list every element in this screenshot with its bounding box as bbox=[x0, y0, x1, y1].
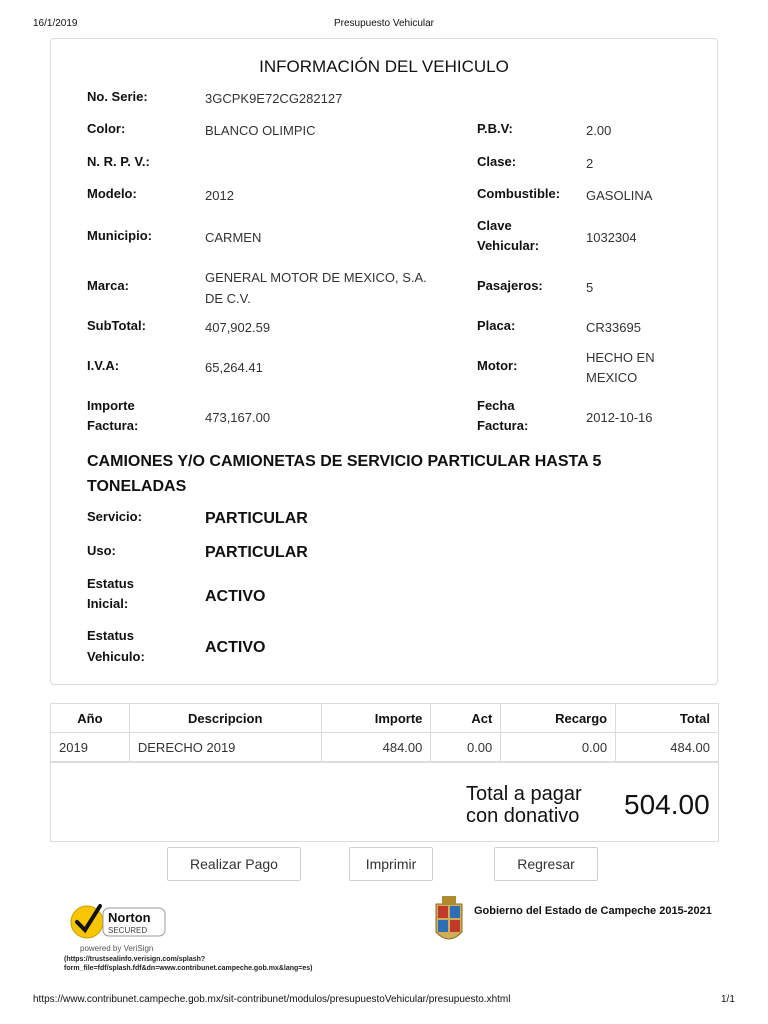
estatus-inicial-label-1: Estatus bbox=[87, 576, 134, 591]
estatus-vehiculo-label-2: Vehiculo: bbox=[87, 649, 145, 664]
total-label bbox=[466, 783, 582, 827]
nrpv-label: N. R. P. V.: bbox=[87, 154, 150, 169]
vehicle-info-title: INFORMACIÓN DEL VEHICULO bbox=[259, 57, 509, 76]
estatus-inicial-label-2: Inicial: bbox=[87, 596, 129, 611]
category-line-2: TONELADAS bbox=[87, 478, 187, 495]
pbv-value: 2.00 bbox=[586, 123, 612, 138]
no-serie-value: 3GCPK9E72CG282127 bbox=[205, 91, 343, 106]
print-date: 16/1/2019 bbox=[33, 18, 78, 29]
col-header-amount: Importe bbox=[321, 704, 431, 733]
importe-label-1: Importe bbox=[87, 398, 135, 413]
government-text: Gobierno del Estado de Campeche 2015-2021 bbox=[474, 905, 712, 917]
color-label: Color: bbox=[87, 121, 126, 136]
norton-link-line-1: (https://trustsealinfo.verisign.com/splash? bbox=[64, 956, 206, 963]
norton-powered: powered by VeriSign bbox=[80, 944, 154, 953]
total-label-line-1: Total a pagar bbox=[466, 783, 582, 805]
fecha-label-2: Factura: bbox=[477, 418, 529, 433]
col-header-description: Descripcion bbox=[129, 704, 321, 733]
fecha-value: 2012-10-16 bbox=[586, 410, 653, 425]
clave-value: 1032304 bbox=[586, 230, 637, 245]
subtotal-label: SubTotal: bbox=[87, 318, 146, 333]
combustible-value: GASOLINA bbox=[586, 188, 653, 203]
marca-label: Marca: bbox=[87, 278, 129, 293]
uso-label: Uso: bbox=[87, 543, 116, 558]
total-box bbox=[50, 762, 719, 842]
estatus-inicial-value: ACTIVO bbox=[205, 588, 266, 605]
motor-label: Motor: bbox=[477, 358, 518, 373]
modelo-value: 2012 bbox=[205, 188, 234, 203]
table-row bbox=[51, 733, 719, 762]
estatus-vehiculo-value: ACTIVO bbox=[205, 639, 266, 656]
norton-seal[interactable] bbox=[66, 900, 176, 960]
category-line-1: CAMIONES Y/O CAMIONETAS DE SERVICIO PARTICULAR HASTA 5 bbox=[87, 453, 602, 470]
col-header-total: Total bbox=[616, 704, 719, 733]
norton-brand: Norton bbox=[108, 910, 151, 925]
norton-link[interactable] bbox=[64, 955, 312, 973]
municipio-label: Municipio: bbox=[87, 228, 152, 243]
iva-label: I.V.A: bbox=[87, 358, 120, 373]
norton-logo-icon bbox=[66, 900, 176, 958]
back-button[interactable]: Regresar bbox=[494, 847, 598, 881]
col-header-act: Act bbox=[431, 704, 501, 733]
motor-value-1: HECHO EN bbox=[586, 350, 655, 365]
color-value: BLANCO OLIMPIC bbox=[205, 123, 316, 138]
cell-surcharge: 0.00 bbox=[501, 733, 616, 762]
print-button[interactable]: Imprimir bbox=[349, 847, 433, 881]
total-label-line-2: con donativo bbox=[466, 805, 580, 827]
combustible-label: Combustible: bbox=[477, 186, 561, 201]
fecha-label-1: Fecha bbox=[477, 398, 515, 413]
cell-amount: 484.00 bbox=[321, 733, 431, 762]
clave-label-2: Vehicular: bbox=[477, 238, 540, 253]
cell-act: 0.00 bbox=[431, 733, 501, 762]
footer-page: 1/1 bbox=[721, 994, 735, 1005]
placa-label: Placa: bbox=[477, 318, 516, 333]
col-header-year: Año bbox=[51, 704, 130, 733]
municipio-value: CARMEN bbox=[205, 230, 262, 245]
campeche-coat-of-arms-icon bbox=[432, 894, 466, 948]
category-title bbox=[87, 449, 677, 499]
marca-value-1: GENERAL MOTOR DE MEXICO, S.A. bbox=[205, 270, 427, 285]
col-header-surcharge: Recargo bbox=[501, 704, 616, 733]
cell-year: 2019 bbox=[51, 733, 130, 762]
total-amount: 504.00 bbox=[624, 789, 710, 820]
clave-label-1: Clave bbox=[477, 218, 512, 233]
motor-value-2: MEXICO bbox=[586, 370, 638, 385]
importe-label-2: Factura: bbox=[87, 418, 139, 433]
print-title: Presupuesto Vehicular bbox=[333, 18, 435, 29]
pasajeros-label: Pasajeros: bbox=[477, 278, 543, 293]
servicio-value: PARTICULAR bbox=[205, 510, 308, 527]
servicio-label: Servicio: bbox=[87, 509, 142, 524]
norton-link-line-2: form_file=fdf/splash.fdf&dn=www.contribunet.campeche.gob.mx&lang=es) bbox=[64, 965, 313, 972]
norton-secured: SECURED bbox=[108, 926, 148, 935]
footer-url: https://www.contribunet.campeche.gob.mx/sit-contribunet/modulos/presupuestoVehicular/presupuesto.xhtml bbox=[33, 994, 511, 1005]
cell-total: 484.00 bbox=[616, 733, 719, 762]
pbv-label: P.B.V: bbox=[477, 121, 513, 136]
no-serie-label: No. Serie: bbox=[87, 89, 148, 104]
placa-value: CR33695 bbox=[586, 320, 641, 335]
vehicle-info-card bbox=[50, 38, 718, 685]
marca-value-2: DE C.V. bbox=[205, 291, 251, 306]
importe-value: 473,167.00 bbox=[205, 410, 271, 425]
modelo-label: Modelo: bbox=[87, 186, 137, 201]
clase-value: 2 bbox=[586, 156, 594, 171]
fees-table bbox=[50, 703, 719, 762]
cell-description: DERECHO 2019 bbox=[129, 733, 321, 762]
estatus-vehiculo-label-1: Estatus bbox=[87, 628, 134, 643]
subtotal-value: 407,902.59 bbox=[205, 320, 271, 335]
uso-value: PARTICULAR bbox=[205, 544, 308, 561]
table-header-row bbox=[51, 704, 719, 733]
clase-label: Clase: bbox=[477, 154, 517, 169]
pasajeros-value: 5 bbox=[586, 280, 594, 295]
iva-value: 65,264.41 bbox=[205, 360, 263, 375]
pay-button[interactable]: Realizar Pago bbox=[167, 847, 301, 881]
